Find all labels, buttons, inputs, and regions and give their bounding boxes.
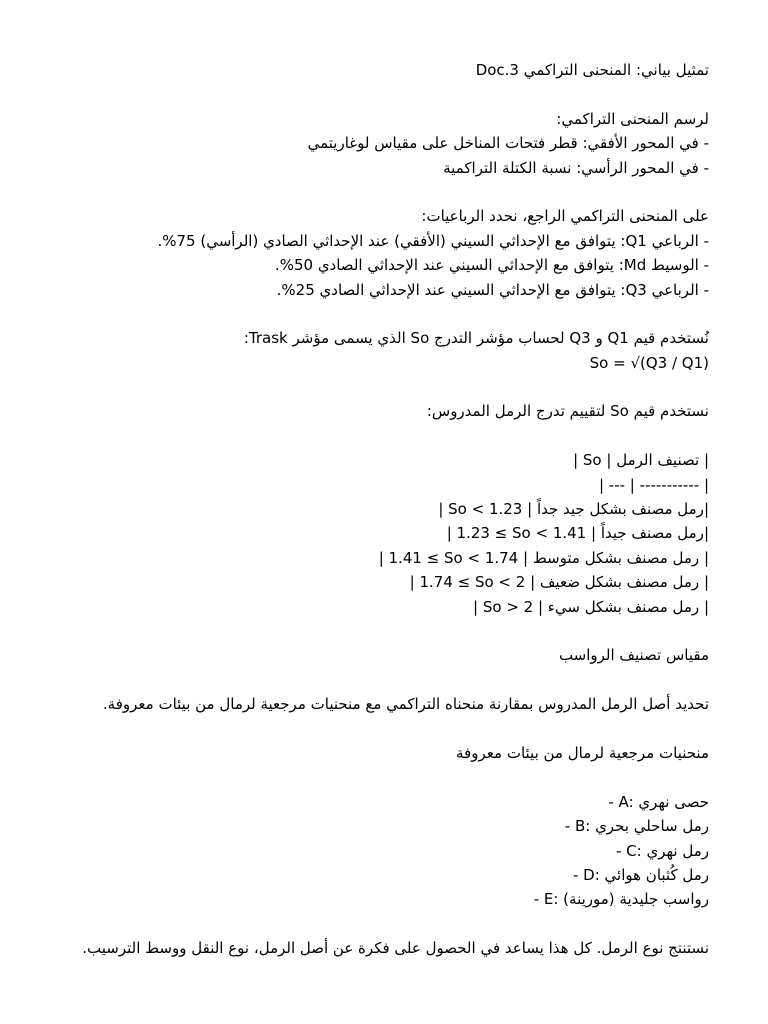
reference-heading: منحنيات مرجعية لرمال من بيئات معروفة (456, 743, 709, 762)
so-evaluation-text: نستخدم قيم So لتقييم تدرج الرمل المدروس: (426, 402, 709, 421)
scale-heading: مقياس تصنيف الرواسب (558, 646, 709, 665)
spacer (0, 765, 709, 789)
reference-item: - A: حصى نهري (608, 792, 709, 811)
quartiles-heading: على المنحنى التراكمي الراجع، نحدد الرباعيات: (421, 207, 709, 226)
q3-text: - الرباعي Q3: يتوافق مع الإحداثي السيني عند الإحداثي الصادي 25%. (276, 280, 709, 299)
table-line: | So > 2 | رمل مصنف بشكل سيء | (473, 597, 709, 616)
doc-title: Doc.3 تمثيل بياني: المنحنى التراكمي (475, 61, 709, 79)
plot-y-axis-text: - في المحور الرأسي: نسبة الكتلة التراكمية (443, 158, 709, 177)
spacer (0, 180, 709, 204)
q1-text: - الرباعي Q1: يتوافق مع الإحداثي السيني (الأفقي) عند الإحداثي الصادي (الرأسي) 75%. (157, 231, 709, 250)
table-line: | 1.41 ≤ So < 1.74 | رمل مصنف بشكل متوسط | (378, 548, 709, 567)
comparison-text: تحديد أصل الرمل المدروس بمقارنة منحناه التراكمي مع منحنيات مرجعية لرمال من بيئات معروفة. (102, 695, 709, 714)
spacer (0, 912, 709, 936)
table-line: | 1.23 ≤ So < 1.41 | رمل مصنف جيداً| (446, 524, 709, 543)
spacer (0, 302, 709, 326)
so-formula: So = √(Q3 / Q1) (589, 353, 709, 372)
reference-item: - C: رمل نهري (616, 841, 709, 860)
spacer (0, 668, 709, 692)
table-line: | So < 1.23 | رمل مصنف بشكل جيد جداً| (438, 500, 709, 519)
table-line: | 1.74 ≤ So < 2 | رمل مصنف بشكل ضعيف | (409, 573, 709, 592)
spacer (0, 424, 709, 448)
spacer (0, 717, 709, 741)
reference-item: - B: رمل ساحلي بحري (564, 817, 709, 836)
table-line: | --- | ----------- | (598, 475, 709, 494)
reference-item: - D: رمل كُثبان هوائي (572, 865, 709, 884)
so-intro: نُستخدم قيم Q1 و Q3 لحساب مؤشر التدرج So الذي يسمى مؤشر Trask: (243, 329, 709, 348)
plot-heading: لرسم المنحنى التراكمي: (556, 109, 709, 128)
spacer (0, 619, 709, 643)
table-line: | So | تصنيف الرمل | (573, 451, 709, 470)
reference-item: - E: رواسب جليدية (مورينة) (533, 890, 709, 909)
spacer (0, 375, 709, 399)
spacer (0, 82, 709, 106)
median-text: - الوسيط Md: يتوافق مع الإحداثي السيني عند الإحداثي الصادي 50%. (274, 256, 709, 275)
document-body (0, 58, 709, 960)
conclusion-text: نستنتج نوع الرمل. كل هذا يساعد في الحصول على فكرة عن أصل الرمل، نوع النقل ووسط الترسيب. (82, 939, 709, 958)
plot-x-axis-text: - في المحور الأفقي: قطر فتحات المناخل على مقياس لوغاريتمي (307, 134, 709, 153)
